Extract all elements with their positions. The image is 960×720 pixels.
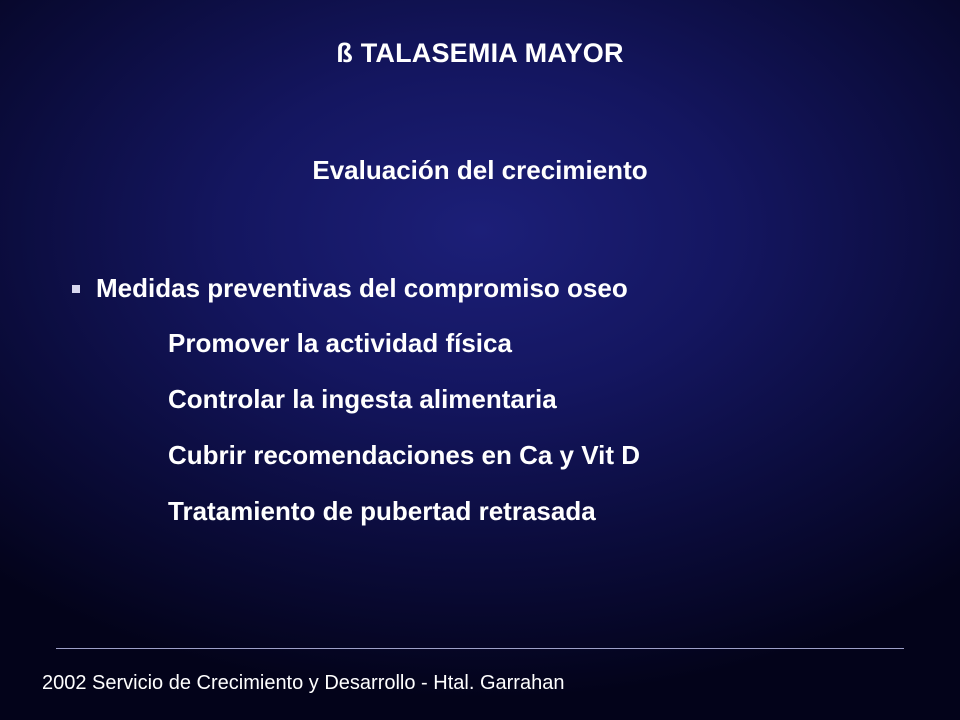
slide-title: ß TALASEMIA MAYOR xyxy=(336,38,624,68)
bullet-item xyxy=(72,273,628,304)
footer-divider xyxy=(56,648,904,649)
subitem-list xyxy=(168,325,640,549)
subitem-diet: Controlar la ingesta alimentaria xyxy=(168,384,557,414)
square-bullet-icon xyxy=(72,285,80,293)
slide-subtitle: Evaluación del crecimiento xyxy=(312,155,648,185)
subitem-calcium-vitd: Cubrir recomendaciones en Ca y Vit D xyxy=(168,440,640,470)
subitem-activity: Promover la actividad física xyxy=(168,328,512,358)
footer-text: 2002 Servicio de Crecimiento y Desarrollo - Htal. Garrahan xyxy=(42,672,565,694)
subitem-puberty: Tratamiento de pubertad retrasada xyxy=(168,496,596,526)
bullet-text: Medidas preventivas del compromiso oseo xyxy=(96,273,628,303)
